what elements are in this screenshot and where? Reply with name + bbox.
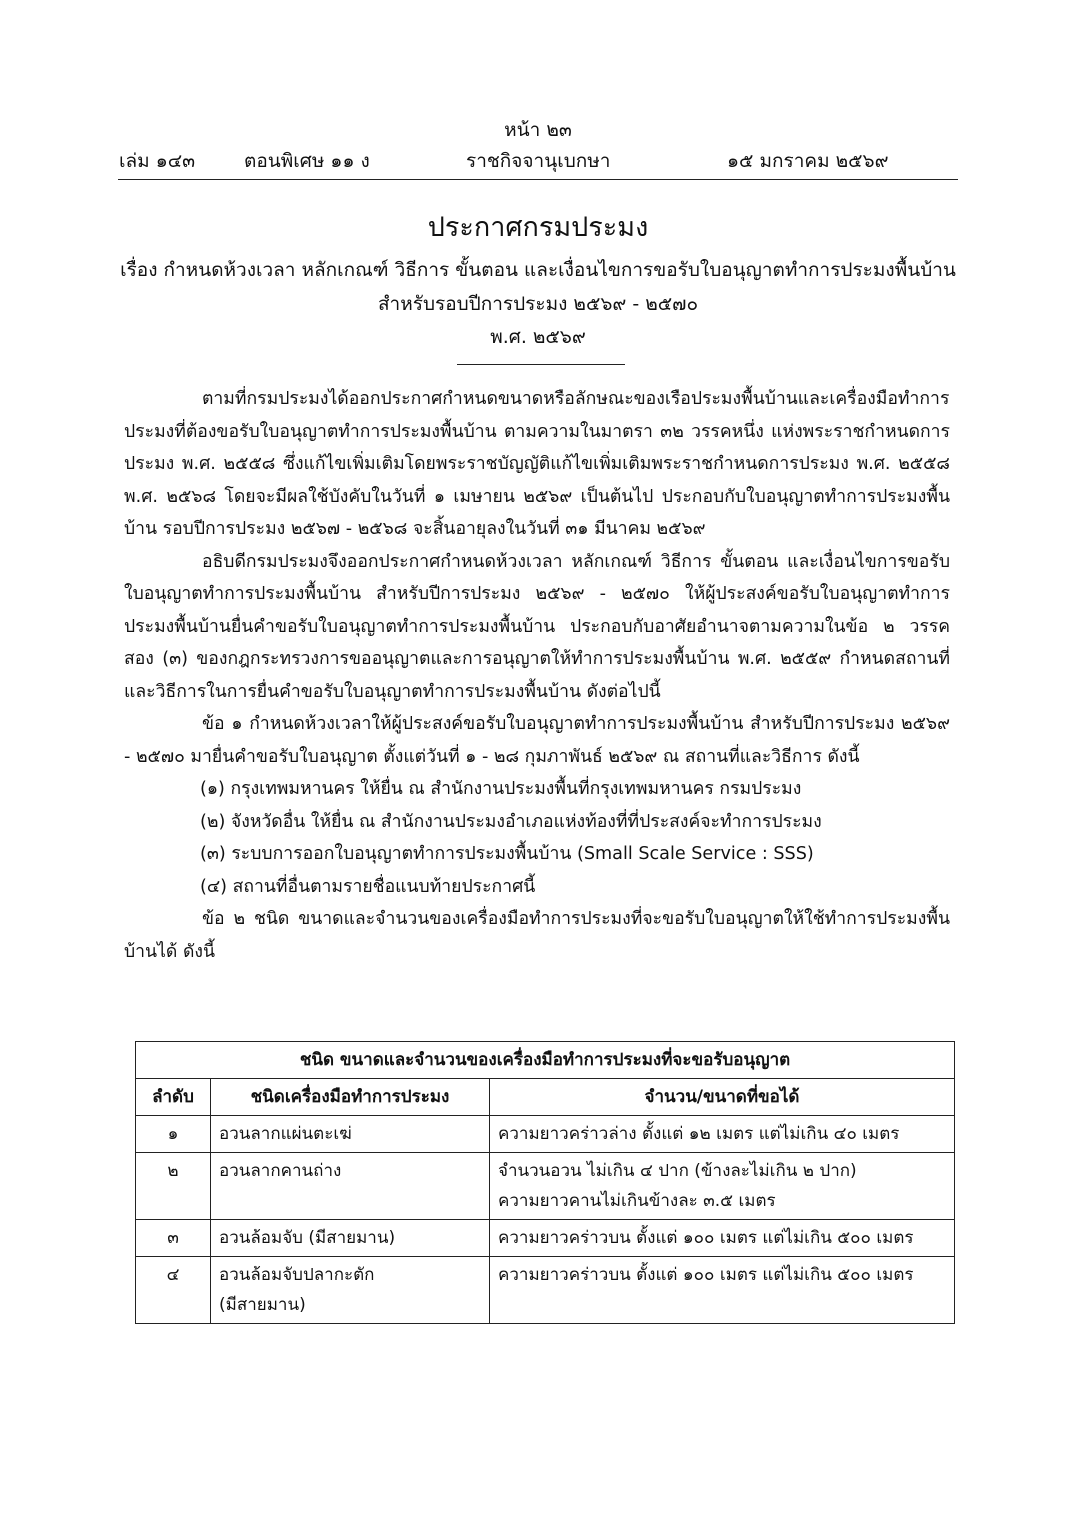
- list-item: (๑) กรุงเทพมหานคร ให้ยื่น ณ สำนักงานประมงพื้นที่กรุงเทพมหานคร กรมประมง: [200, 779, 802, 799]
- gear-type: [211, 1116, 490, 1153]
- subject-line-2: สำหรับรอบปีการประมง ๒๕๖๙ - ๒๕๗๐: [377, 293, 699, 315]
- gear-spec-line: จำนวนอวน ไม่เกิน ๔ ปาก (ข้างละไม่เกิน ๒ ปาก): [498, 1161, 857, 1181]
- list-item: (๒) จังหวัดอื่น ให้ยื่น ณ สำนักงานประมงอำเภอแห่งท้องที่ที่ประสงค์จะทำการประมง: [200, 811, 822, 832]
- row-number: ๓: [136, 1220, 211, 1257]
- subject-year: พ.ศ. ๒๕๖๙: [490, 326, 586, 348]
- paragraph-authority: อธิบดีกรมประมงจึงออกประกาศกำหนดห้วงเวลา หลักเกณฑ์ วิธีการ ขั้นตอน และเงื่อนไขการขอรับใบอนุญาตทำการประมงพื้นบ้าน สำหรับปีการประมง ๒๕๖๙ - ๒๕๗๐ ให้ผู้ประสงค์ขอรับใบอนุญาตทำการประมงพื้นบ้านยื่นคำขอรับใบอนุญาตทำการประมงพื้นบ้าน ประกอบกับอาศัยอำนาจตามความในข้อ ๒ วรรคสอง (๓) ของกฎกระทรวงการขออนุญาตและการอนุญาตให้ทำการประมงพื้นบ้าน พ.ศ. ๒๕๕๙ กำหนดสถานที่และวิธีการในการยื่นคำขอรับใบอนุญาตทำการประมงพื้นบ้าน ดังต่อไปนี้: [124, 551, 950, 702]
- table-header-row: [136, 1079, 955, 1116]
- gear-spec-line: ความยาวคร่าวล่าง ตั้งแต่ ๑๒ เมตร แต่ไม่เกิน ๔๐ เมตร: [498, 1124, 900, 1144]
- paragraph-preamble: ตามที่กรมประมงได้ออกประกาศกำหนดขนาดหรือลักษณะของเรือประมงพื้นบ้านและเครื่องมือทำการประมงที่ต้องขอรับใบอนุญาตทำการประมงพื้นบ้าน ตามความในมาตรา ๓๒ วรรคหนึ่ง แห่งพระราชกำหนดการประมง พ.ศ. ๒๕๕๘ ซึ่งแก้ไขเพิ่มเติมโดยพระราชบัญญัติแก้ไขเพิ่มเติมพระราชกำหนดการประมง พ.ศ. ๒๕๕๘ พ.ศ. ๒๕๖๘ โดยจะมีผลใช้บังคับในวันที่ ๑ เมษายน ๒๕๖๙ เป็นต้นไป ประกอบกับใบอนุญาตทำการประมงพื้นบ้าน รอบปีการประมง ๒๕๖๗ - ๒๕๖๘ จะสิ้นอายุลงในวันที่ ๓๑ มีนาคม ๒๕๖๙: [124, 389, 950, 539]
- subject-line-1: เรื่อง กำหนดห้วงเวลา หลักเกณฑ์ วิธีการ ขั้นตอน และเงื่อนไขการขอรับใบอนุญาตทำการประมงพื้นบ้าน: [120, 259, 956, 281]
- gear-spec-line: ความยาวคร่าวบน ตั้งแต่ ๑๐๐ เมตร แต่ไม่เกิน ๕๐๐ เมตร: [498, 1265, 914, 1285]
- gear-type-line: อวนลากคานถ่าง: [219, 1161, 342, 1181]
- gear-type: [211, 1153, 490, 1220]
- page-number: หน้า ๒๓: [504, 119, 572, 141]
- list-item: (๓) ระบบการออกใบอนุญาตทำการประมงพื้นบ้าน (Small Scale Service : SSS): [200, 844, 814, 864]
- table-row: [136, 1257, 955, 1324]
- table-row: [136, 1116, 955, 1153]
- clause-2: ข้อ ๒ ชนิด ขนาดและจำนวนของเครื่องมือทำการประมงที่จะขอรับใบอนุญาตให้ใช้ทำการประมงพื้นบ้านได้ ดังนี้: [124, 909, 950, 962]
- gear-type-line: อวนลากแผ่นตะเฆ่: [219, 1124, 352, 1144]
- volume-number: เล่ม ๑๔๓: [119, 150, 196, 172]
- gear-spec-line: ความยาวคร่าวบน ตั้งแต่ ๑๐๐ เมตร แต่ไม่เกิน ๕๐๐ เมตร: [498, 1228, 914, 1248]
- row-number: ๒: [136, 1153, 211, 1220]
- row-number: ๑: [136, 1116, 211, 1153]
- gear-type: [211, 1220, 490, 1257]
- table-row: [136, 1153, 955, 1220]
- clause-1: ข้อ ๑ กำหนดห้วงเวลาให้ผู้ประสงค์ขอรับใบอนุญาตทำการประมงพื้นบ้าน สำหรับปีการประมง ๒๕๖๙ - ๒๕๗๐ มายื่นคำขอรับใบอนุญาต ตั้งแต่วันที่ ๑ - ๒๘ กุมภาพันธ์ ๒๕๖๙ ณ สถานที่และวิธีการ ดังนี้: [124, 714, 950, 767]
- gazette-name: ราชกิจจานุเบกษา: [466, 150, 611, 172]
- row-number: ๔: [136, 1257, 211, 1324]
- gear-type-line: (มีสายมาน): [219, 1295, 306, 1315]
- table-row: [136, 1220, 955, 1257]
- announcement-title: ประกาศกรมประมง: [427, 212, 649, 243]
- publication-date: ๑๕ มกราคม ๒๕๖๙: [727, 150, 889, 172]
- header-rule: [118, 179, 958, 180]
- table-caption-row: [136, 1042, 955, 1079]
- title-divider: [457, 364, 625, 365]
- issue-number: ตอนพิเศษ ๑๑ ง: [244, 150, 370, 172]
- gear-spec: [490, 1220, 955, 1257]
- gear-spec: [490, 1153, 955, 1220]
- header-quantity-size: จำนวน/ขนาดที่ขอได้: [490, 1079, 955, 1116]
- fishing-gear-table: [135, 1041, 955, 1324]
- gear-spec: [490, 1116, 955, 1153]
- gear-type-line: อวนล้อมจับปลากะตัก: [219, 1265, 375, 1285]
- gear-type: [211, 1257, 490, 1324]
- header-order: ลำดับ: [136, 1079, 211, 1116]
- table-caption: ชนิด ขนาดและจำนวนของเครื่องมือทำการประมงที่จะขอรับอนุญาต: [136, 1042, 955, 1079]
- announcement-body: [124, 383, 950, 968]
- list-item: (๔) สถานที่อื่นตามรายชื่อแนบท้ายประกาศนี้: [200, 876, 536, 897]
- gear-spec-line: ความยาวคานไม่เกินข้างละ ๓.๕ เมตร: [498, 1191, 776, 1211]
- header-gear-type: ชนิดเครื่องมือทำการประมง: [211, 1079, 490, 1116]
- gear-type-line: อวนล้อมจับ (มีสายมาน): [219, 1228, 396, 1248]
- gear-spec: [490, 1257, 955, 1324]
